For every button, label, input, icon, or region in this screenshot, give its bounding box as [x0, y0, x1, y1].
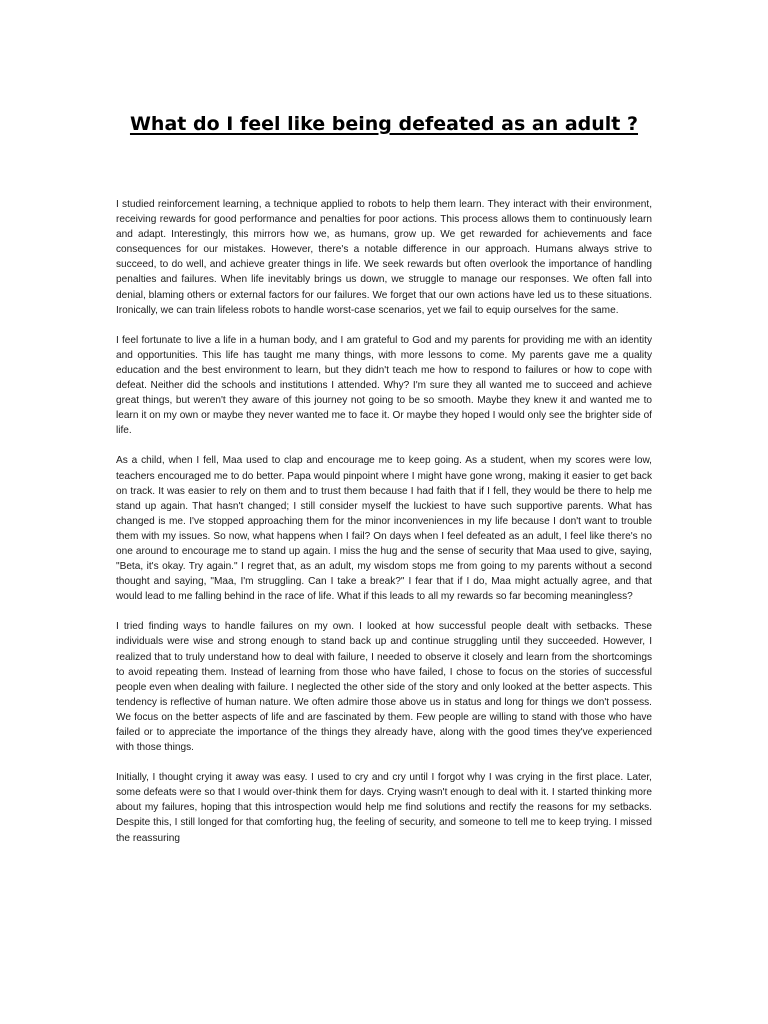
paragraph-1: I studied reinforcement learning, a technique applied to robots to help them learn. They interact with their environment, receiving rewards for good performance and penalties for poor actions. This process allows them to continuously learn and adapt. Interestingly, this mirrors how we, as humans, grow up. We get rewarded for achievements and face consequences for our mistakes. However, there's a notable difference in our approach. Humans always strive to succeed, to do well, and achieve greater things in life. We seek rewards but often overlook the importance of handling penalties and failures. When life inevitably brings us down, we struggle to manage our responses. We often fall into denial, blaming others or external factors for our failures. We forget that our own actions have led us to these situations. Ironically, we can train lifeless robots to handle worst-case scenarios, yet we fail to equip ourselves for the same.	[116, 199, 652, 316]
document-body	[116, 197, 652, 937]
paragraph-4: I tried finding ways to handle failures on my own. I looked at how successful people dealt with setbacks. These individuals were wise and strong enough to stand back up and continue struggling until they succeeded. However, I realized that to truly understand how to deal with failure, I needed to observe it closely and learn from the shortcomings to avoid repeating them. Instead of learning from those who have failed, I chose to focus on the stories of successful people even when dealing with failure. I neglected the other side of the story and only looked at the better aspects. This tendency is reflective of human nature. We often admire those above us in status and long for things we don't possess. We focus on the better aspects of life and are fascinated by them. Few people are willing to stand with those who have failed or to appreciate the importance of the things they already have, along with the good times they've experienced with those things.	[116, 621, 652, 754]
paragraph-2: I feel fortunate to live a life in a human body, and I am grateful to God and my parents for providing me with an identity and opportunities. This life has taught me many things, with more lessons to come. My parents gave me a quality education and the best environment to learn, but they didn't teach me how to respond to failures or how to cope with defeat. Neither did the schools and institutions I attended. Why? I'm sure they all wanted me to succeed and achieve great things, but weren't they aware of this journey not going to be so smooth. Maybe they knew it and wanted me to learn it on my own or maybe they never wanted me to face it. Or maybe they hoped I would only see the brighter side of life.	[116, 334, 652, 437]
paragraph-3: As a child, when I fell, Maa used to clap and encourage me to keep going. As a student, when my scores were low, teachers encouraged me to do better. Papa would pinpoint where I might have gone wrong, making it easier to get back on track. It was easier to rely on them and to trust them because I had faith that if I fell, they would be there to help me stand up again. That hasn't changed; I still consider myself the luckiest to have such supportive parents. What has changed is me. I've stopped approaching them for the minor inconveniences in my life because I don't want to trouble them with my issues. So now, what happens when I fail? On days when I feel defeated as an adult, I feel like there's no one around to encourage me to stand up again. I miss the hug and the sense of security that Maa used to give, saying, "Beta, it's okay. Try again." I regret that, as an adult, my wisdom stops me from going to my parents without a second thought and saying, "Maa, I'm struggling. Can I take a break?" I fear that if I do, Maa might actually agree, and that would lead to me falling behind in the race of life. What if this leads to all my rewards so far becoming meaningless?	[116, 455, 652, 603]
document-title: What do I feel like being defeated as an adult ?	[129, 113, 639, 135]
paragraph-5: Initially, I thought crying it away was easy. I used to cry and cry until I forgot why I was crying in the first place. Later, some defeats were so that I would over-think them for days. Crying wasn't enough to deal with it. I started thinking more about my failures, hoping that this introspection would help me find solutions and rectify the reasons for my setbacks. Despite this, I still longed for that comforting hug, the feeling of security, and someone to tell me to keep trying. I missed the reassuring	[116, 772, 652, 844]
